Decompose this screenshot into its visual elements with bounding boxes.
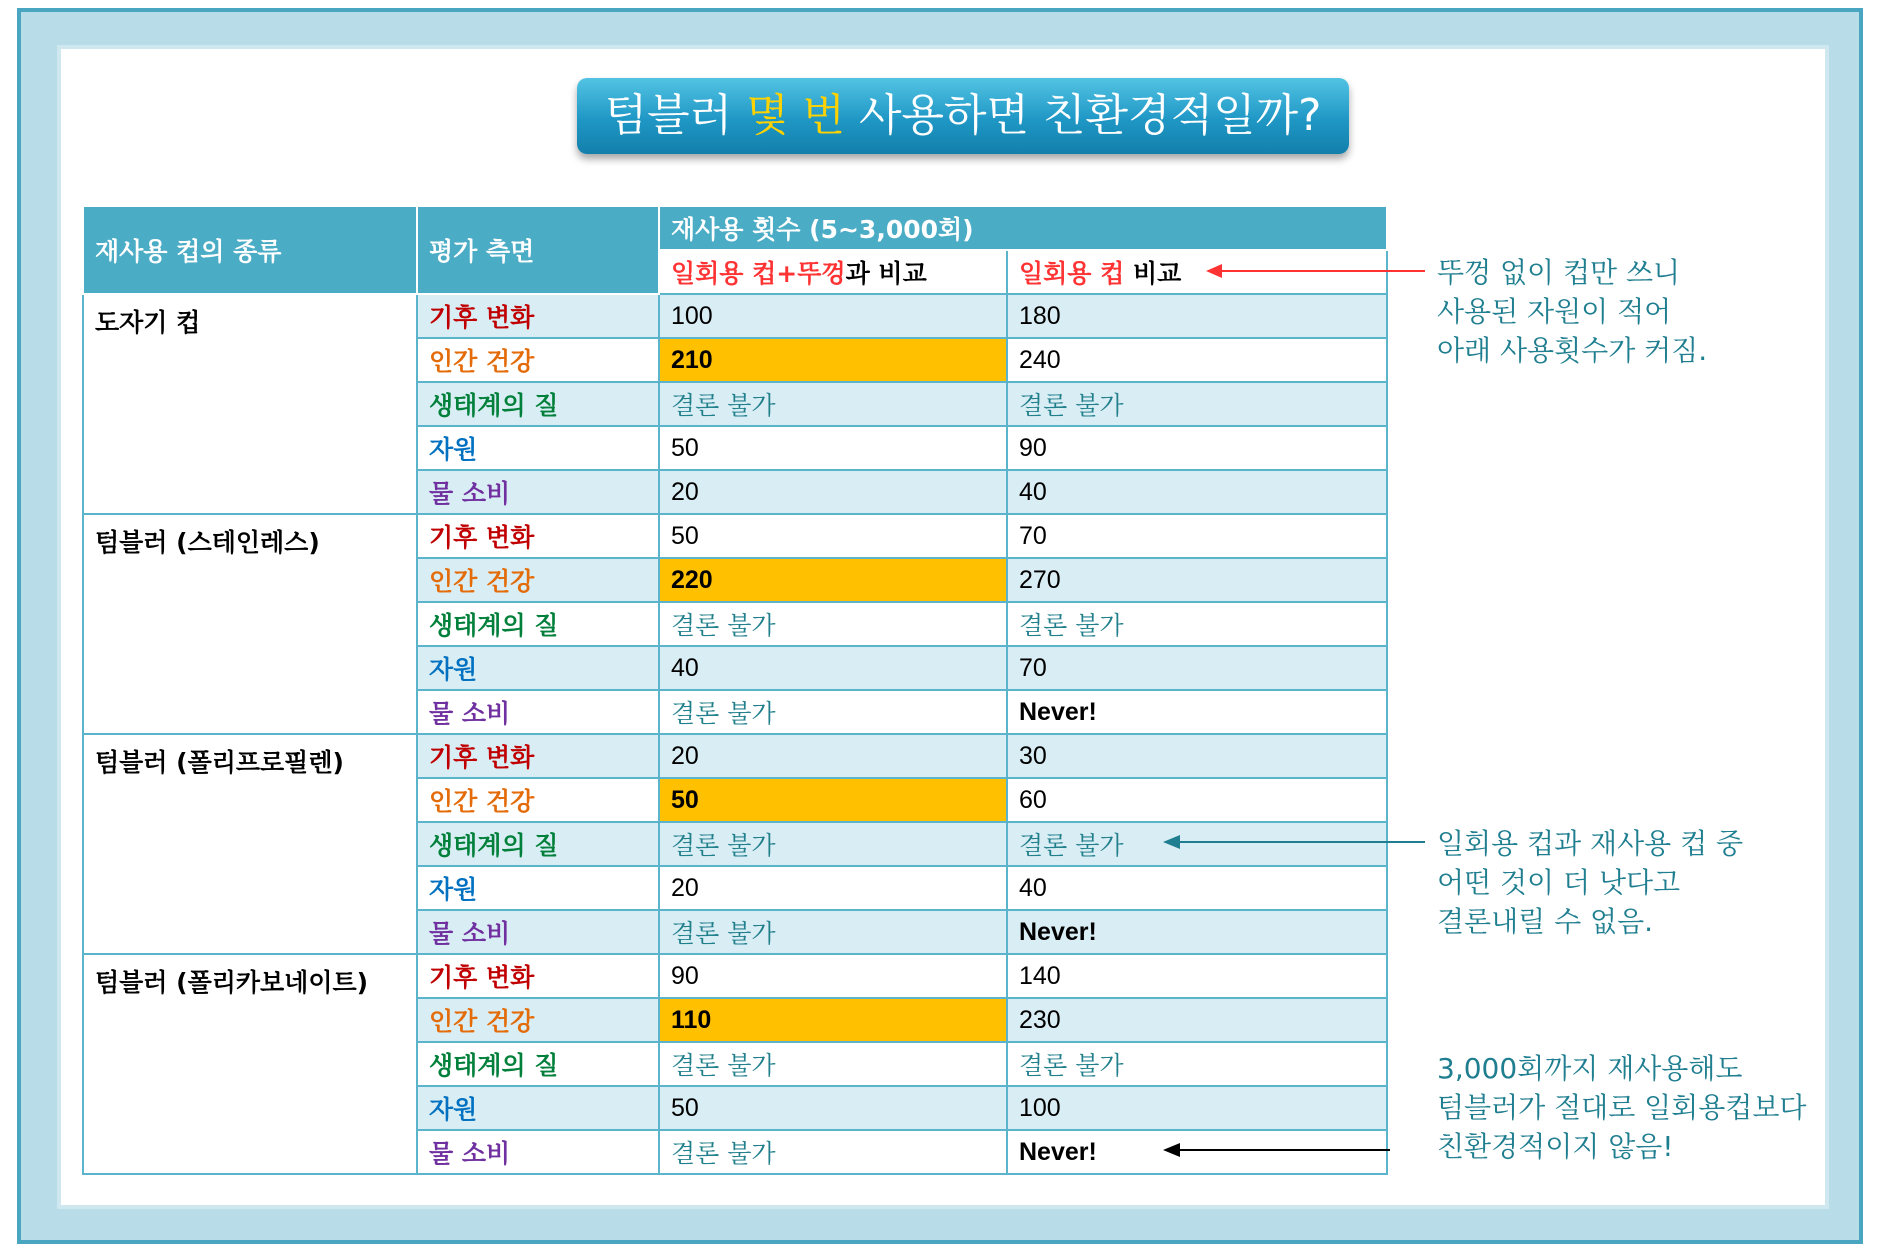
title-highlight: 몇 번 (746, 90, 846, 141)
title-part2: 사용하면 친환경적일까? (845, 90, 1322, 141)
aspect-cell: 생태계의 질 (417, 1042, 659, 1086)
value-cell-cup: 70 (1007, 646, 1387, 690)
value-cell-cup: 70 (1007, 514, 1387, 558)
aspect-cell: 생태계의 질 (417, 382, 659, 426)
aspect-cell: 물 소비 (417, 690, 659, 734)
aspect-cell: 자원 (417, 426, 659, 470)
value-cell-cup: 140 (1007, 954, 1387, 998)
aspect-cell: 생태계의 질 (417, 822, 659, 866)
aspect-cell: 자원 (417, 866, 659, 910)
note-line: 결론내릴 수 없음. (1437, 905, 1654, 938)
cup-type-cell: 텀블러 (폴리카보네이트) (83, 954, 417, 1174)
note-line: 친환경적이지 않음! (1437, 1130, 1674, 1163)
header-cup-type: 재사용 컵의 종류 (83, 206, 417, 294)
aspect-cell: 인간 건강 (417, 558, 659, 602)
value-cell-cup: 60 (1007, 778, 1387, 822)
value-cell-cup: Never! (1007, 690, 1387, 734)
value-cell-cup: 240 (1007, 338, 1387, 382)
value-cell-cup-lid: 결론 불가 (659, 1130, 1007, 1174)
value-cell-cup-lid: 20 (659, 734, 1007, 778)
aspect-cell: 기후 변화 (417, 294, 659, 338)
note-line: 뚜껑 없이 컵만 쓰니 (1437, 256, 1681, 289)
cup-type-cell: 텀블러 (폴리프로필렌) (83, 734, 417, 954)
header-compare-a-black: 과 비교 (845, 259, 927, 288)
aspect-cell: 물 소비 (417, 470, 659, 514)
value-cell-cup: 180 (1007, 294, 1387, 338)
value-cell-cup: Never! (1007, 1130, 1387, 1174)
value-cell-cup-lid: 결론 불가 (659, 1042, 1007, 1086)
header-compare-a-red: 일회용 컵+뚜껑 (671, 259, 846, 288)
value-cell-cup-lid: 결론 불가 (659, 382, 1007, 426)
value-cell-cup-lid: 50 (659, 514, 1007, 558)
value-cell-cup: 30 (1007, 734, 1387, 778)
aspect-cell: 인간 건강 (417, 778, 659, 822)
aspect-cell: 인간 건강 (417, 338, 659, 382)
arrow-teal-icon (1163, 835, 1425, 849)
value-cell-cup-lid: 50 (659, 1086, 1007, 1130)
value-cell-cup-lid: 210 (659, 338, 1007, 382)
note-line: 어떤 것이 더 낫다고 (1437, 866, 1681, 899)
aspect-cell: 인간 건강 (417, 998, 659, 1042)
value-cell-cup-lid: 40 (659, 646, 1007, 690)
aspect-cell: 자원 (417, 646, 659, 690)
value-cell-cup-lid: 90 (659, 954, 1007, 998)
value-cell-cup-lid: 220 (659, 558, 1007, 602)
aspect-cell: 자원 (417, 1086, 659, 1130)
aspect-cell: 생태계의 질 (417, 602, 659, 646)
value-cell-cup-lid: 20 (659, 470, 1007, 514)
cup-type-cell: 도자기 컵 (83, 294, 417, 514)
note-line: 텀블러가 절대로 일회용컵보다 (1437, 1091, 1807, 1124)
value-cell-cup-lid: 결론 불가 (659, 602, 1007, 646)
aspect-cell: 기후 변화 (417, 734, 659, 778)
title-part1: 텀블러 (604, 90, 747, 141)
aspect-cell: 기후 변화 (417, 514, 659, 558)
aspect-cell: 물 소비 (417, 910, 659, 954)
aspect-cell: 기후 변화 (417, 954, 659, 998)
header-reuse-count: 재사용 횟수 (5~3,000회) (659, 206, 1387, 250)
value-cell-cup-lid: 50 (659, 426, 1007, 470)
value-cell-cup-lid: 결론 불가 (659, 822, 1007, 866)
note-line: 아래 사용횟수가 커짐. (1437, 334, 1708, 367)
value-cell-cup: 결론 불가 (1007, 1042, 1387, 1086)
value-cell-cup: 90 (1007, 426, 1387, 470)
aspect-cell: 물 소비 (417, 1130, 659, 1174)
arrow-black-icon (1163, 1143, 1390, 1157)
value-cell-cup: 230 (1007, 998, 1387, 1042)
value-cell-cup: 결론 불가 (1007, 822, 1387, 866)
note-line: 3,000회까지 재사용해도 (1437, 1052, 1743, 1085)
value-cell-cup-lid: 100 (659, 294, 1007, 338)
value-cell-cup: Never! (1007, 910, 1387, 954)
value-cell-cup: 결론 불가 (1007, 382, 1387, 426)
value-cell-cup: 270 (1007, 558, 1387, 602)
header-aspect: 평가 측면 (417, 206, 659, 294)
value-cell-cup-lid: 110 (659, 998, 1007, 1042)
value-cell-cup-lid: 50 (659, 778, 1007, 822)
note-line: 사용된 자원이 적어 (1437, 295, 1672, 328)
cup-type-cell: 텀블러 (스테인레스) (83, 514, 417, 734)
value-cell-cup-lid: 결론 불가 (659, 910, 1007, 954)
value-cell-cup: 40 (1007, 866, 1387, 910)
value-cell-cup: 40 (1007, 470, 1387, 514)
arrow-red-icon (1206, 264, 1425, 278)
header-compare-b-black: 비교 (1124, 259, 1182, 288)
value-cell-cup-lid: 결론 불가 (659, 690, 1007, 734)
value-cell-cup: 결론 불가 (1007, 602, 1387, 646)
value-cell-cup-lid: 20 (659, 866, 1007, 910)
header-compare-b-red: 일회용 컵 (1019, 259, 1125, 288)
note-line: 일회용 컵과 재사용 컵 중 (1437, 827, 1744, 860)
value-cell-cup: 100 (1007, 1086, 1387, 1130)
